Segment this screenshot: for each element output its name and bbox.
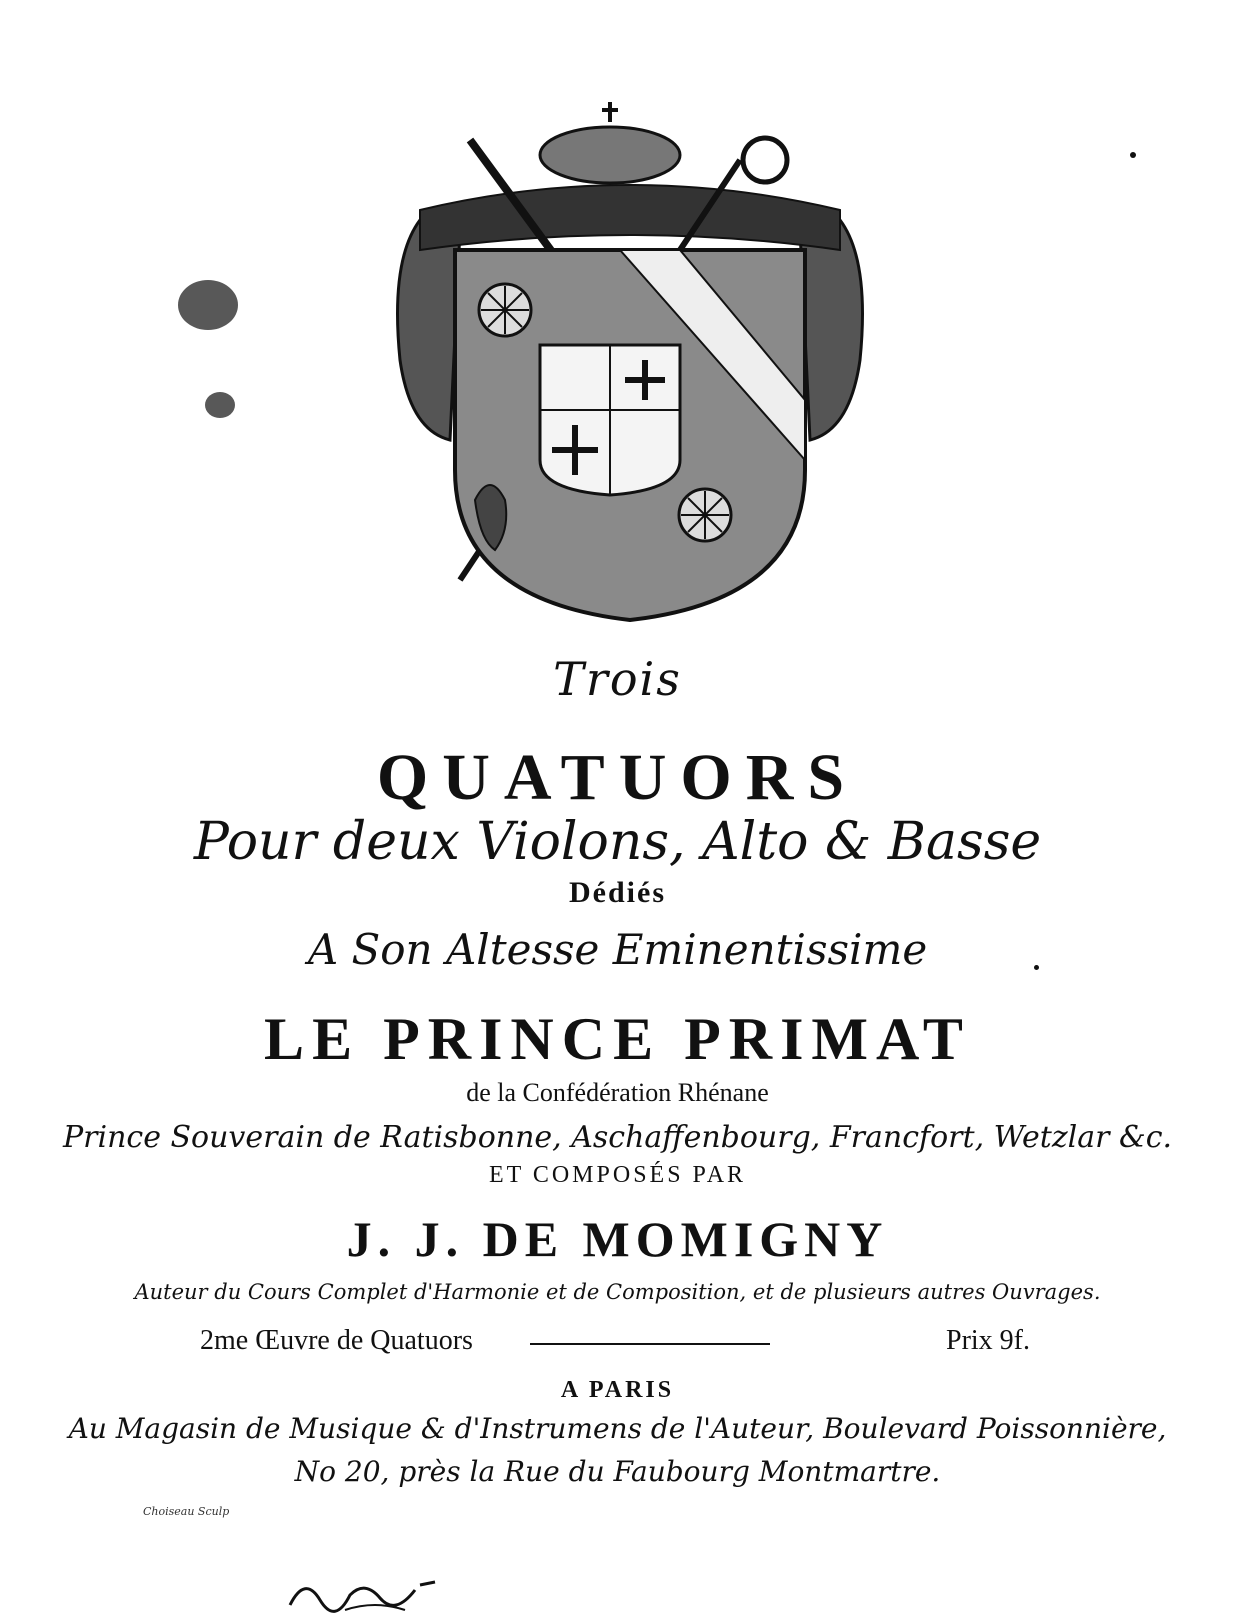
- composer-credentials: Auteur du Cours Complet d'Harmonie et de Composition, et de plusieurs autres Ouvrages.: [134, 1280, 1101, 1304]
- trois-heading: Trois: [553, 652, 682, 706]
- opus-number: 2me Œuvre de Quatuors: [200, 1325, 473, 1356]
- city-line: A PARIS: [560, 1377, 675, 1403]
- instrumentation-line: Pour deux Violons, Alto & Basse: [193, 812, 1042, 872]
- opus-price-row: [200, 1325, 1030, 1365]
- divider-rule: [530, 1343, 770, 1345]
- composer-name: J. J. DE MOMIGNY: [346, 1211, 889, 1267]
- publisher-address-2: No 20, près la Rue du Faubourg Montmartre.: [294, 1455, 941, 1488]
- dedicatee-heading: LE PRINCE PRIMAT: [264, 1006, 971, 1072]
- ink-speck: [1130, 152, 1136, 158]
- ink-blot: [178, 280, 238, 330]
- sovereign-titles-line: Prince Souverain de Ratisbonne, Aschaffenbourg, Francfort, Wetzlar &c.: [62, 1120, 1173, 1155]
- publisher-address-1: Au Magasin de Musique & d'Instrumens de l'Auteur, Boulevard Poissonnière,: [68, 1412, 1167, 1445]
- dedication-line: A Son Altesse Eminentissime: [307, 925, 928, 974]
- confederation-line: de la Confédération Rhénane: [466, 1078, 769, 1107]
- handwritten-signature: [285, 1570, 445, 1615]
- dedies-line: Dédiés: [569, 876, 666, 909]
- price: Prix 9f.: [946, 1325, 1030, 1356]
- coat-of-arms-emblem: [380, 100, 880, 640]
- ink-speck: [1034, 965, 1039, 970]
- ink-blot: [205, 392, 235, 418]
- et-composes-line: ET COMPOSÉS PAR: [488, 1162, 747, 1188]
- quatuors-heading: QUATUORS: [376, 741, 859, 814]
- engraver-credit: Choiseau Sculp: [143, 1505, 230, 1518]
